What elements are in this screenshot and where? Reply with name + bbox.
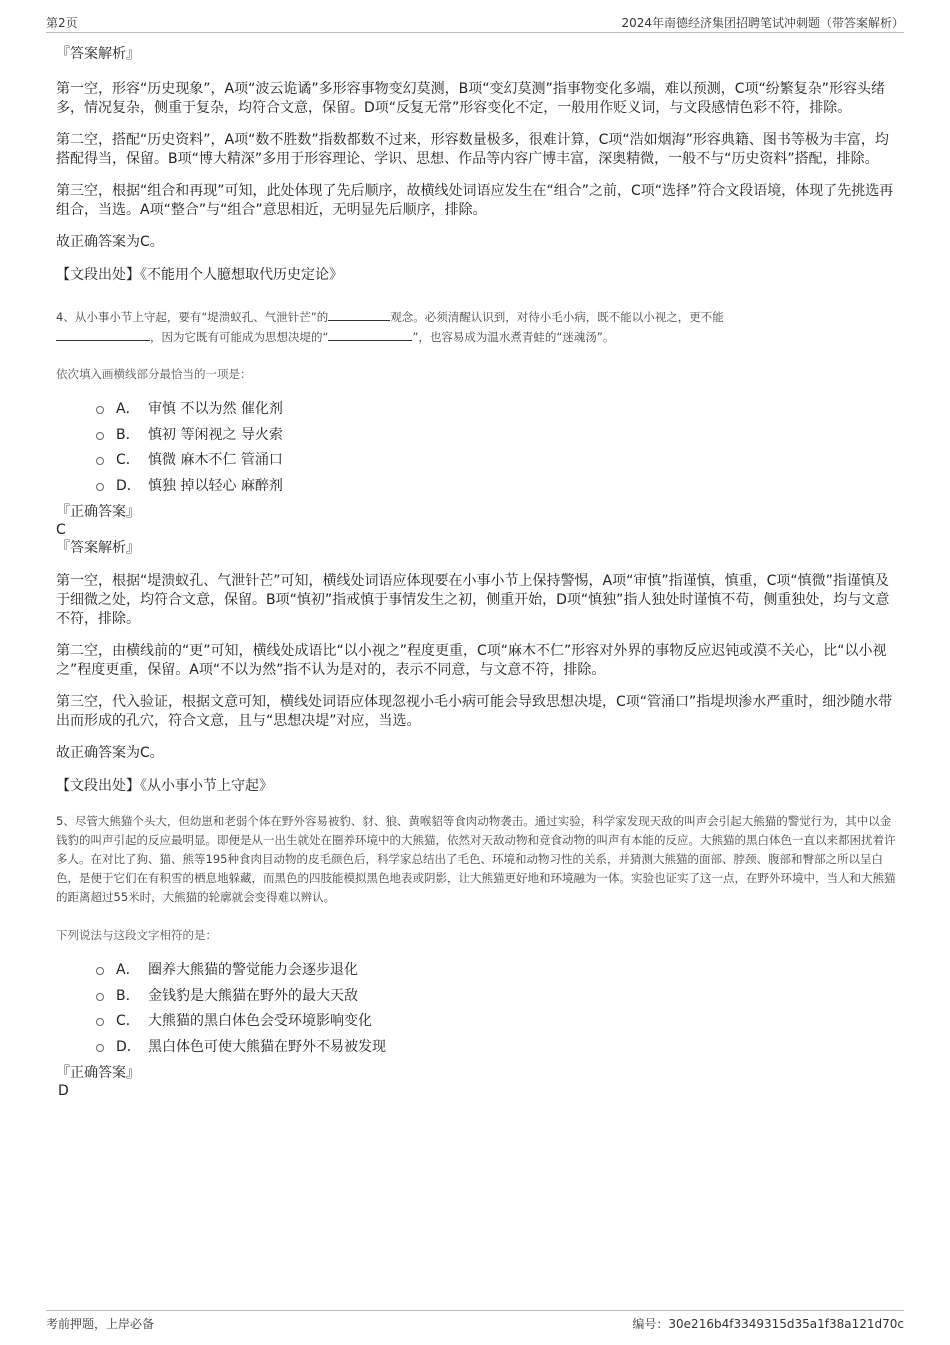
radio-icon[interactable] <box>96 1044 104 1052</box>
q4-instruction: 依次填入画横线部分最恰当的一项是： <box>56 367 252 381</box>
q5-option-b[interactable]: B． 金钱豹是大熊猫在野外的最大天敌 <box>96 984 896 1010</box>
q5-stem: 5、尽管大熊猫个头大，但幼崽和老弱个体在野外容易被豹、豺、狼、黄喉貂等食肉动物袭击。通过实验，科学家发现天敌的叫声会引起大熊猫的警觉行为，其中以金钱豹的叫声引起的反应最明显。即便是从一出生就处在圈养环境中的大熊猫，依然对天敌动物和竞食动物的叫声有本能的反应。大熊猫的黑白体色一直以来都困扰着许多人。在对比了狗、猫、熊等195种食肉目动物的皮毛颜色后，科学家总结出了毛色、环境和动物习性的关系，并猜测大熊猫的面部、脖颈、腹部和臀部之所以呈白色，是便于它们在有积雪的栖息地躲藏，而黑色的四肢能模拟黑色地表或阴影，让大熊猫更好地和环境融为一体。实验也证实了这一点，在野外环境中，当人和大熊猫的距离超过55米时，大熊猫的轮廓就会变得难以辨认。 <box>56 814 896 904</box>
q4-analysis-p3: 第三空，代入验证，根据文意可知，横线处词语应体现忽视小毛小病可能会导致思想决堤，C项“管涌口”指堤坝渗水严重时，细沙随水带出而形成的孔穴，符合文意，且与“思想决堤”对应，当选。 <box>56 694 893 729</box>
q4-stem <box>56 307 896 347</box>
footer-code-label: 编号： <box>632 1317 669 1331</box>
q4-analysis-label: 『答案解析』 <box>56 540 140 556</box>
q3-analysis-label: 『答案解析』 <box>56 46 140 62</box>
q4-stem-b: 观念。必须清醒认识到，对待小毛小病，既不能以小视之，更不能 <box>390 310 724 324</box>
page-footer <box>46 1310 904 1333</box>
page-number: 第2页 <box>46 16 78 30</box>
q4-stem-d: ”，也容易成为温水煮青蛙的“迷魂汤”。 <box>412 330 615 344</box>
q4-answer-label: 『正确答案』 <box>56 504 140 520</box>
q4-source: 【文段出处】《从小事小节上守起》 <box>56 778 273 794</box>
q4-blank-1 <box>328 308 390 321</box>
footer-code <box>632 1315 904 1332</box>
q3-conclusion: 故正确答案为C。 <box>56 234 164 250</box>
q5-options <box>96 958 896 1060</box>
q5-option-c[interactable]: C． 大熊猫的黑白体色会受环境影响变化 <box>96 1009 896 1035</box>
radio-icon[interactable] <box>96 406 104 414</box>
radio-icon[interactable] <box>96 1018 104 1026</box>
q4-blank-2 <box>56 328 150 341</box>
radio-icon[interactable] <box>96 967 104 975</box>
q5-answer: D <box>58 1083 69 1099</box>
q3-analysis-p3: 第三空，根据“组合和再现”可知，此处体现了先后顺序，故横线处词语应发生在“组合”之前，C项“选择”符合文段语境，体现了先挑选再组合，当选。A项“整合”与“组合”意思相近，无明显先后顺序，排除。 <box>56 183 894 218</box>
radio-icon[interactable] <box>96 483 104 491</box>
document-title: 2024年南德经济集团招聘笔试冲刺题（带答案解析） <box>621 16 904 30</box>
page-header <box>46 12 904 33</box>
q4-analysis-p1: 第一空，根据“堤溃蚁孔、气泄针芒”可知，横线处词语应体现要在小事小节上保持警惕，A项“审慎”指谨慎，慎重，C项“慎微”指谨慎及于细微之处，均符合文意，保留。B项“慎初”指戒慎于事情发生之初，侧重开始，D项“慎独”指人独处时谨慎不苟，侧重独处，均与文意不符，排除。 <box>56 573 890 627</box>
q3-source: 【文段出处】《不能用个人臆想取代历史定论》 <box>56 267 343 283</box>
q4-option-b[interactable]: B． 慎初 等闲视之 导火索 <box>96 423 896 449</box>
q4-answer: C <box>56 522 66 538</box>
q5-option-d[interactable]: D． 黑白体色可使大熊猫在野外不易被发现 <box>96 1035 896 1061</box>
q5-answer-label: 『正确答案』 <box>56 1065 140 1081</box>
q4-conclusion: 故正确答案为C。 <box>56 745 164 761</box>
footer-slogan: 考前押题，上岸必备 <box>46 1317 155 1331</box>
q4-option-d[interactable]: D． 慎独 掉以轻心 麻醉剂 <box>96 474 896 500</box>
q4-option-a[interactable]: A． 审慎 不以为然 催化剂 <box>96 397 896 423</box>
q4-analysis-p2: 第二空，由横线前的“更”可知，横线处成语比“以小视之”程度更重，C项“麻木不仁”形容对外界的事物反应迟钝或漠不关心，比“以小视之”程度更重，保留。A项“不以为然”指不认为是对的，表示不同意，与文意不符，排除。 <box>56 643 887 678</box>
q3-analysis-p1: 第一空，形容“历史现象”，A项“波云诡谲”多形容事物变幻莫测，B项“变幻莫测”指事物变化多端，难以预测，C项“纷繁复杂”形容头绪多，情况复杂，侧重于复杂，均符合文意，保留。D项“反复无常”形容变化不定，一般用作贬义词，与文段感情色彩不符，排除。 <box>56 81 885 116</box>
page-content <box>56 44 896 1100</box>
radio-icon[interactable] <box>96 432 104 440</box>
q3-analysis-p2: 第二空，搭配“历史资料”，A项“数不胜数”指数都数不过来，形容数量极多，很难计算，C项“浩如烟海”形容典籍、图书等极为丰富，均搭配得当，保留。B项“博大精深”多用于形容理论、学识、思想、作品等内容广博丰富，深奥精微，一般不与“历史资料”搭配，排除。 <box>56 132 889 167</box>
radio-icon[interactable] <box>96 457 104 465</box>
q4-option-c[interactable]: C． 慎微 麻木不仁 管涌口 <box>96 448 896 474</box>
q4-blank-3 <box>328 328 412 341</box>
q5-instruction: 下列说法与这段文字相符的是： <box>56 928 217 942</box>
q4-stem-a: 4、从小事小节上守起，要有“堤溃蚁孔、气泄针芒”的 <box>56 310 329 324</box>
radio-icon[interactable] <box>96 993 104 1001</box>
q4-options <box>96 397 896 499</box>
q5-option-a[interactable]: A． 圈养大熊猫的警觉能力会逐步退化 <box>96 958 896 984</box>
footer-code-value: 30e216b4f3349315d35a1f38a121d70c <box>668 1317 904 1331</box>
q4-stem-c: ，因为它既有可能成为思想决堤的“ <box>150 330 329 344</box>
